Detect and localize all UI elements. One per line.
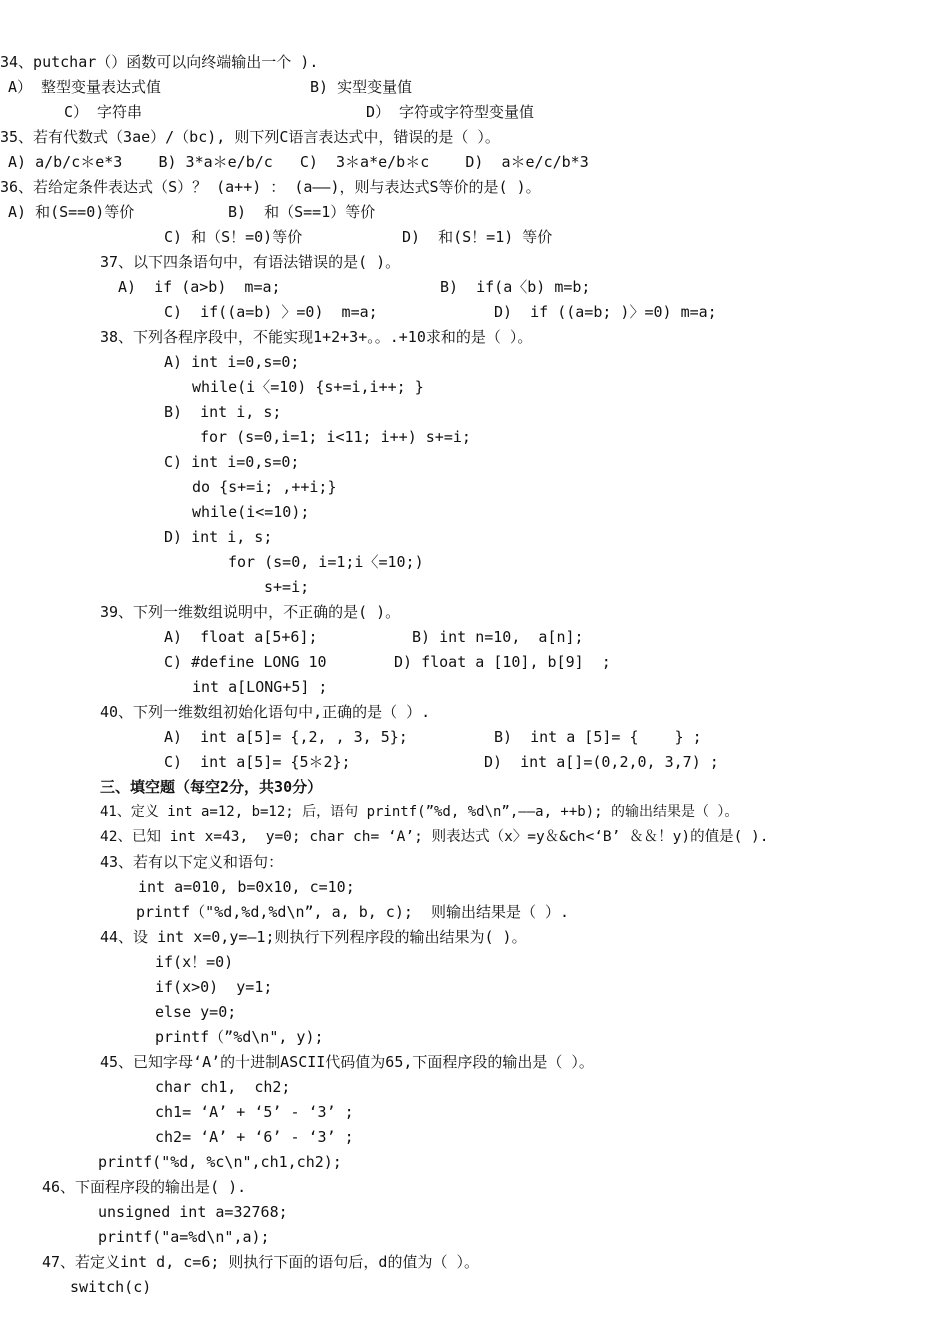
q38-option-c-line2: do {s+=i; ,++i;} [192,478,337,496]
q39-option-c: C) #define LONG 10 [164,653,327,671]
q37-option-a: A) if (a>b) m=a; [118,278,281,296]
q39-option-d: D) float a [10], b[9] ; [394,653,611,671]
q37-stem: 37、以下四条语句中，有语法错误的是( )。 [100,253,401,271]
q38-option-d-line1: D) int i, s; [164,528,273,546]
q44-code-line4: printf（”%d\n", y); [155,1028,324,1046]
q37-option-b: B) if(a〈b) m=b; [440,278,591,296]
q44-code-line1: if(x！=0) [155,953,234,971]
q43-code-line2: printf（"%d,%d,%d\n”, a, b, c); 则输出结果是（ ）. [136,903,570,921]
q38-option-b-line1: B) int i, s; [164,403,282,421]
q46-stem: 46、下面程序段的输出是( ). [42,1178,247,1196]
q44-stem: 44、设 int x=0,y=—1;则执行下列程序段的输出结果为( )。 [100,928,527,946]
q40-option-c: C) int a[5]= {5＊2}; [164,753,351,771]
q37-option-c: C) if((a=b) 〉=0) m=a; [164,303,378,321]
q45-stem: 45、已知字母‘A’的十进制ASCII代码值为65,下面程序段的输出是（ ）。 [100,1053,594,1071]
q45-code-line2: ch1= ‘A’ + ‘5’ - ‘3’ ; [155,1103,354,1121]
section-heading-fill-in: 三、填空题（每空2分，共30分） [100,778,323,796]
q39-option-b: B) int n=10, a[n]; [412,628,584,646]
q38-option-a-line1: A) int i=0,s=0; [164,353,300,371]
q35-stem: 35、若有代数式（3ae）/（bc), 则下列C语言表达式中，错误的是（ ）。 [0,128,500,146]
q45-code-line3: ch2= ‘A’ + ‘6’ - ‘3’ ; [155,1128,354,1146]
q34-stem: 34、putchar（）函数可以向终端输出一个 ). [0,53,319,71]
q46-code-line1: unsigned int a=32768; [98,1203,288,1221]
q40-stem: 40、下列一维数组初始化语句中,正确的是（ ）. [100,703,431,721]
q37-option-d: D) if ((a=b; )〉=0) m=a; [494,303,717,321]
q34-option-d: D） 字符或字符型变量值 [366,103,535,121]
q39-option-c-line2: int a[LONG+5] ; [192,678,328,696]
q36-option-a: A) 和(S==0)等价 [8,203,135,221]
q36-option-c: C) 和（S！=0)等价 [164,228,303,246]
q35-options: A) a/b/c＊e*3 B) 3*a＊e/b/c C) 3＊a*e/b＊c D) a＊e/c/b*3 [8,153,589,171]
q38-stem: 38、下列各程序段中，不能实现1+2+3+。。.+10求和的是（ ）。 [100,328,533,346]
q36-option-b: B) 和（S==1）等价 [228,203,376,221]
q43-code-line1: int a=010, b=0x10, c=10; [138,878,355,896]
q46-code-line2: printf("a=%d\n",a); [98,1228,270,1246]
q38-option-d-line3: s+=i; [264,578,310,596]
q34-option-b: B) 实型变量值 [310,78,413,96]
q40-option-a: A) int a[5]= {,2, , 3, 5}; [164,728,408,746]
q34-option-a: A） 整型变量表达式值 [8,78,162,96]
q43-stem: 43、若有以下定义和语句： [100,853,284,871]
q41-stem: 41、定义 int a=12, b=12; 后，语句 printf(”%d, %d\n”,——a, ++b); 的输出结果是（ ）。 [100,804,739,820]
q38-option-c-line3: while(i<=10); [192,503,310,521]
q40-option-d: D) int a[]=(0,2,0, 3,7) ; [484,753,719,771]
q47-code-line1: switch(c) [70,1278,152,1296]
q47-stem: 47、若定义int d, c=6; 则执行下面的语句后，d的值为（ ）。 [42,1253,479,1271]
q34-option-c: C） 字符串 [64,103,143,121]
q38-option-d-line2: for (s=0, i=1;i〈=10;) [228,553,424,571]
q39-option-a: A) float a[5+6]; [164,628,318,646]
q42-stem: 42、已知 int x=43, y=0; char ch= ‘A’; 则表达式（x〉=y＆&ch<‘B’ ＆＆！y)的值是( ). [100,829,769,845]
q38-option-a-line2: while(i〈=10) {s+=i,i++; } [192,378,424,396]
q38-option-b-line2: for (s=0,i=1; i<11; i++) s+=i; [200,428,471,446]
q39-stem: 39、下列一维数组说明中，不正确的是( )。 [100,603,401,621]
q36-stem: 36、若给定条件表达式（S）？ (a++) ： (a——)，则与表达式S等价的是( )。 [0,178,541,196]
q36-option-d: D) 和(S！=1) 等价 [402,228,553,246]
q38-option-c-line1: C) int i=0,s=0; [164,453,300,471]
q44-code-line2: if(x>0) y=1; [155,978,273,996]
q45-code-line1: char ch1, ch2; [155,1078,291,1096]
q40-option-b: B) int a [5]= { } ; [494,728,702,746]
q44-code-line3: else y=0; [155,1003,237,1021]
q45-code-line4: printf("%d, %c\n",ch1,ch2); [98,1153,342,1171]
